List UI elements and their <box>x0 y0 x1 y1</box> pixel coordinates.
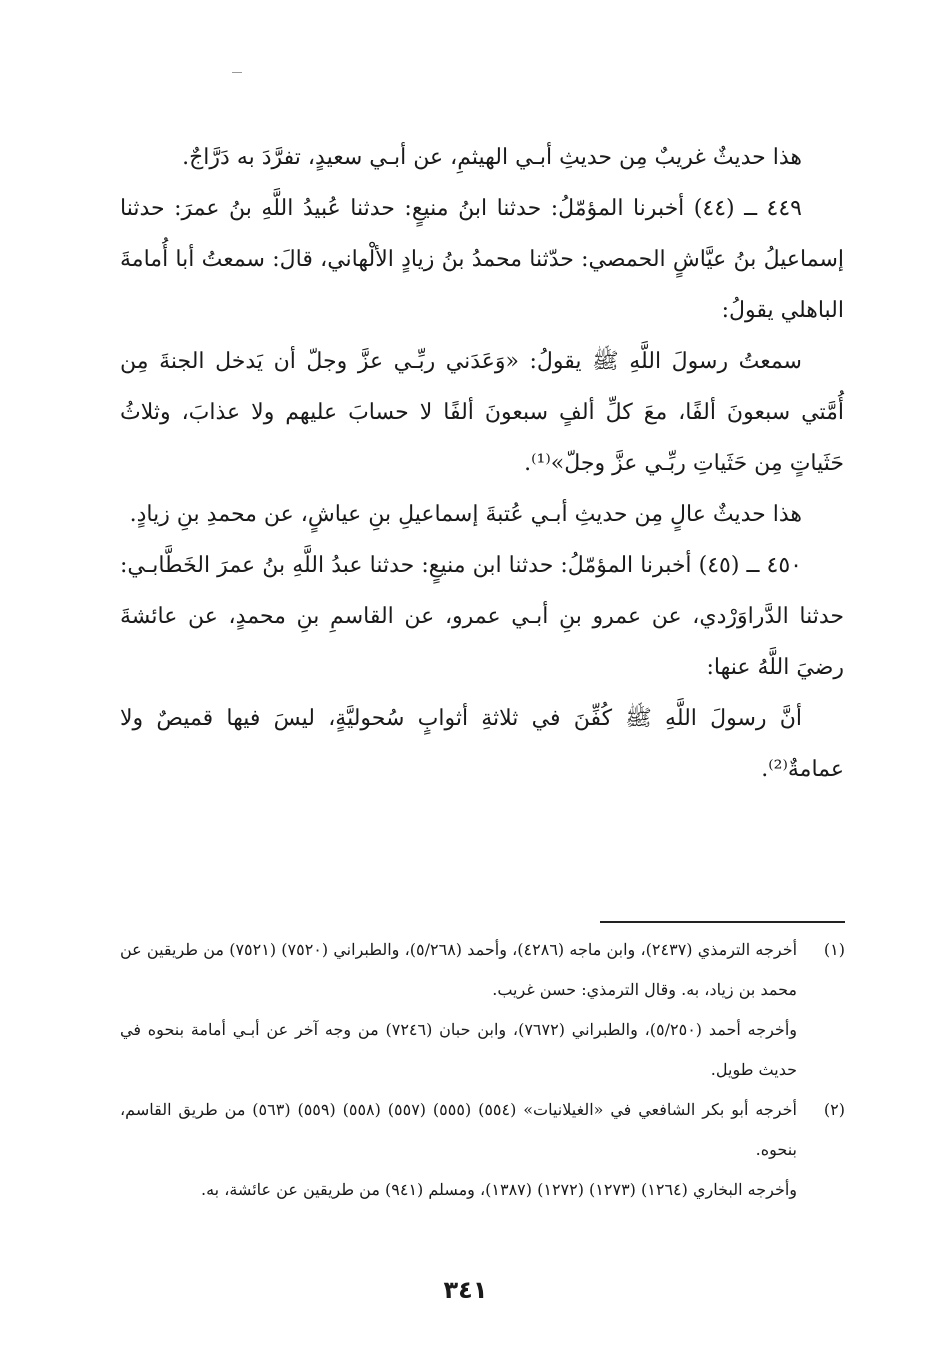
scan-speck <box>232 72 242 73</box>
paragraph: هذا حديثٌ عالٍ مِن حديثِ أبـي عُتبةَ إسماعيلِ بنِ عياشٍ، عن محمدِ بنِ زيادٍ. <box>129 502 802 527</box>
footnote-1 <box>120 930 845 1090</box>
footnote-divider <box>600 921 845 923</box>
paragraph: سمعتُ رسولَ اللَّهِ ﷺ يقولُ: «وَعَدَني ربِّـي عزَّ وجلّ أن يَدخل الجنةَ مِن أُمَّتي سبعونَ ألفًا، معَ كلِّ ألفٍ سبعونَ ألفًا لا حسابَ عليهم ولا عذابَ، وثلاثُ حَثَياتٍ مِن حَثَياتِ ربِّـي عزَّ وجلّ»⁽¹⁾. <box>120 349 844 476</box>
paragraph: أنَّ رسولَ اللَّهِ ﷺ كُفِّنَ في ثلاثةِ أثوابٍ سُحوليَّةٍ، ليسَ فيها قميصٌ ولا عمامةٌ⁽²⁾. <box>120 706 844 782</box>
paragraph: هذا حديثٌ غريبٌ مِن حديثِ أبـي الهيثمِ، عن أبـي سعيدٍ، تفرَّدَ به دَرَّاجٌ. <box>182 145 802 170</box>
footnote-line: أخرجه أبو بكر الشافعي في «الغيلانيات» (٥٥٤) (٥٥٥) (٥٥٧) (٥٥٨) (٥٥٩) (٥٦٣) من طريق القاسم، بنحوه. <box>120 1100 797 1159</box>
footnote-line: وأخرجه البخاري (١٢٦٤) (١٢٧٣) (١٢٧٢) (١٣٨٧)، ومسلم (٩٤١) من طريقين عن عائشة، به. <box>200 1180 797 1199</box>
footnote-number: (٢) <box>823 1100 845 1119</box>
footnote-number: (١) <box>823 940 845 959</box>
hadith-449: ٤٤٩ ــ (٤٤) أخبرنا المؤمّلُ: حدثنا ابنُ منيعٍ: حدثنا عُبيدُ اللَّهِ بنُ عمرَ: حدثنا إسماعيلُ بنُ عيَّاشٍ الحمصي: حدّثنا محمدُ بنُ زيادٍ الألْهاني، قالَ: سمعتُ أبا أُمامةَ الباهلي يقولُ: <box>120 196 844 323</box>
main-text <box>120 132 844 795</box>
footnote-2 <box>120 1090 845 1210</box>
footnote-line: وأخرجه أحمد (٥/٢٥٠)، والطبراني (٧٦٧٢)، وابن حبان (٧٢٤٦) من وجه آخر عن أبـي أمامة بنحوه في حديث طويل. <box>120 1020 797 1079</box>
hadith-450: ٤٥٠ ــ (٤٥) أخبرنا المؤمّلُ: حدثنا ابن منيعٍ: حدثنا عبدُ اللَّهِ بنُ عمرَ الخَطَّابـي: حدثنا الدَّراوَرْدي، عن عمرو بنِ أبـي عمرو، عن القاسمِ بنِ محمدٍ، عن عائشةَ رضيَ اللَّهُ عنها: <box>120 553 844 680</box>
footnotes <box>120 930 845 1210</box>
footnote-line: أخرجه الترمذي (٢٤٣٧)، وابن ماجه (٤٢٨٦)، وأحمد (٥/٢٦٨)، والطبراني (٧٥٢٠) (٧٥٢١) من طريقين عن محمد بن زياد، به. وقال الترمذي: حسن غريب. <box>120 940 798 999</box>
page-number: ٣٤١ <box>443 1276 488 1304</box>
